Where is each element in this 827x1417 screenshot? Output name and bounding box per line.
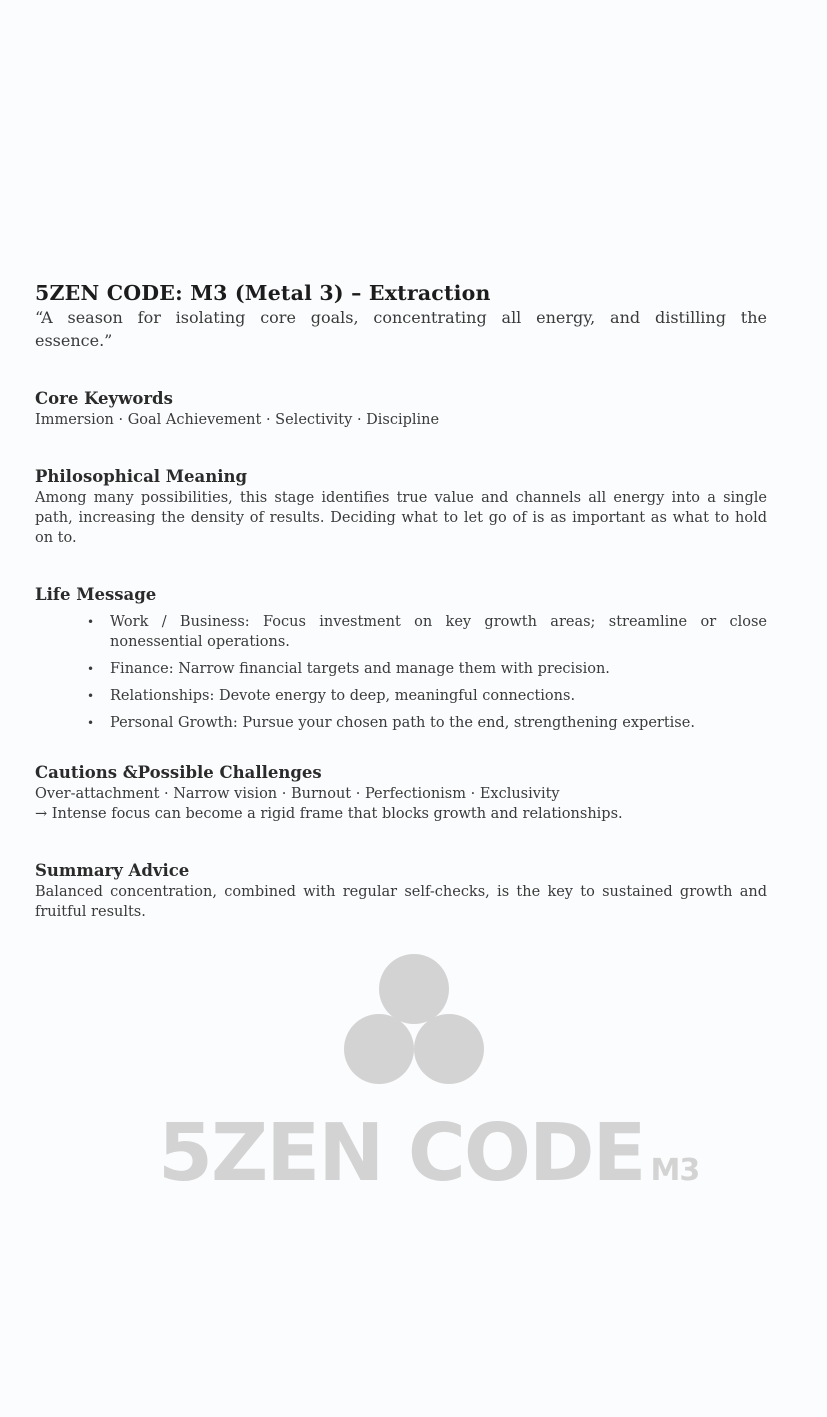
section-life-message	[35, 584, 767, 733]
logo-wordmark	[158, 1108, 699, 1216]
list-item	[87, 713, 767, 733]
logo-word-text: 5ZEN CODE	[158, 1107, 645, 1199]
list-item	[87, 612, 767, 652]
section-heading: Life Message	[35, 585, 157, 604]
philosophy-text: Among many possibilities, this stage identifies true value and channels all energy into a single path, increasing the density of results. Deciding what to let go of is as important as what to hold on to.	[35, 490, 767, 546]
section-cautions	[35, 762, 767, 824]
section-philosophical-meaning	[35, 466, 767, 548]
life-message-list	[35, 612, 767, 733]
section-heading: Core Keywords	[35, 389, 173, 408]
page-title: 5ZEN CODE: M3 (Metal 3) – Extraction	[35, 281, 491, 305]
section-heading: Cautions &Possible Challenges	[35, 763, 322, 782]
bullet-icon: •	[87, 615, 95, 629]
logo-circle-top	[379, 954, 449, 1024]
section-heading: Philosophical Meaning	[35, 467, 248, 486]
list-item	[87, 659, 767, 679]
summary-text: Balanced concentration, combined with regular self-checks, is the key to sustained growth and fruitful results.	[35, 884, 767, 920]
cautions-note: → Intense focus can become a rigid frame that blocks growth and relationships.	[35, 806, 623, 822]
list-item	[87, 686, 767, 706]
bullet-icon: •	[87, 689, 95, 703]
list-item-text: Personal Growth: Pursue your chosen path to the end, strengthening expertise.	[110, 715, 695, 731]
logo-circle-left	[344, 1014, 414, 1084]
cautions-keywords: Over-attachment · Narrow vision · Burnout · Perfectionism · Exclusivity	[35, 786, 560, 802]
logo-circles-icon	[343, 953, 485, 1085]
logo-circle-right	[414, 1014, 484, 1084]
section-heading: Summary Advice	[35, 861, 190, 880]
list-item-text: Work / Business: Focus investment on key growth areas; streamline or close nonessential operations.	[110, 614, 767, 650]
bullet-icon: •	[87, 662, 95, 676]
list-item-text: Finance: Narrow financial targets and manage them with precision.	[110, 661, 610, 677]
section-summary-advice	[35, 860, 767, 922]
list-item-text: Relationships: Devote energy to deep, meaningful connections.	[110, 688, 576, 704]
document-body	[35, 280, 767, 922]
logo-code-suffix: M3	[650, 1153, 700, 1188]
bullet-icon: •	[87, 716, 95, 730]
intro-quote: “A season for isolating core goals, concentrating all energy, and distilling the essence.”	[35, 308, 767, 350]
section-core-keywords	[35, 388, 767, 430]
keywords-text: Immersion · Goal Achievement · Selectivity · Discipline	[35, 412, 440, 428]
